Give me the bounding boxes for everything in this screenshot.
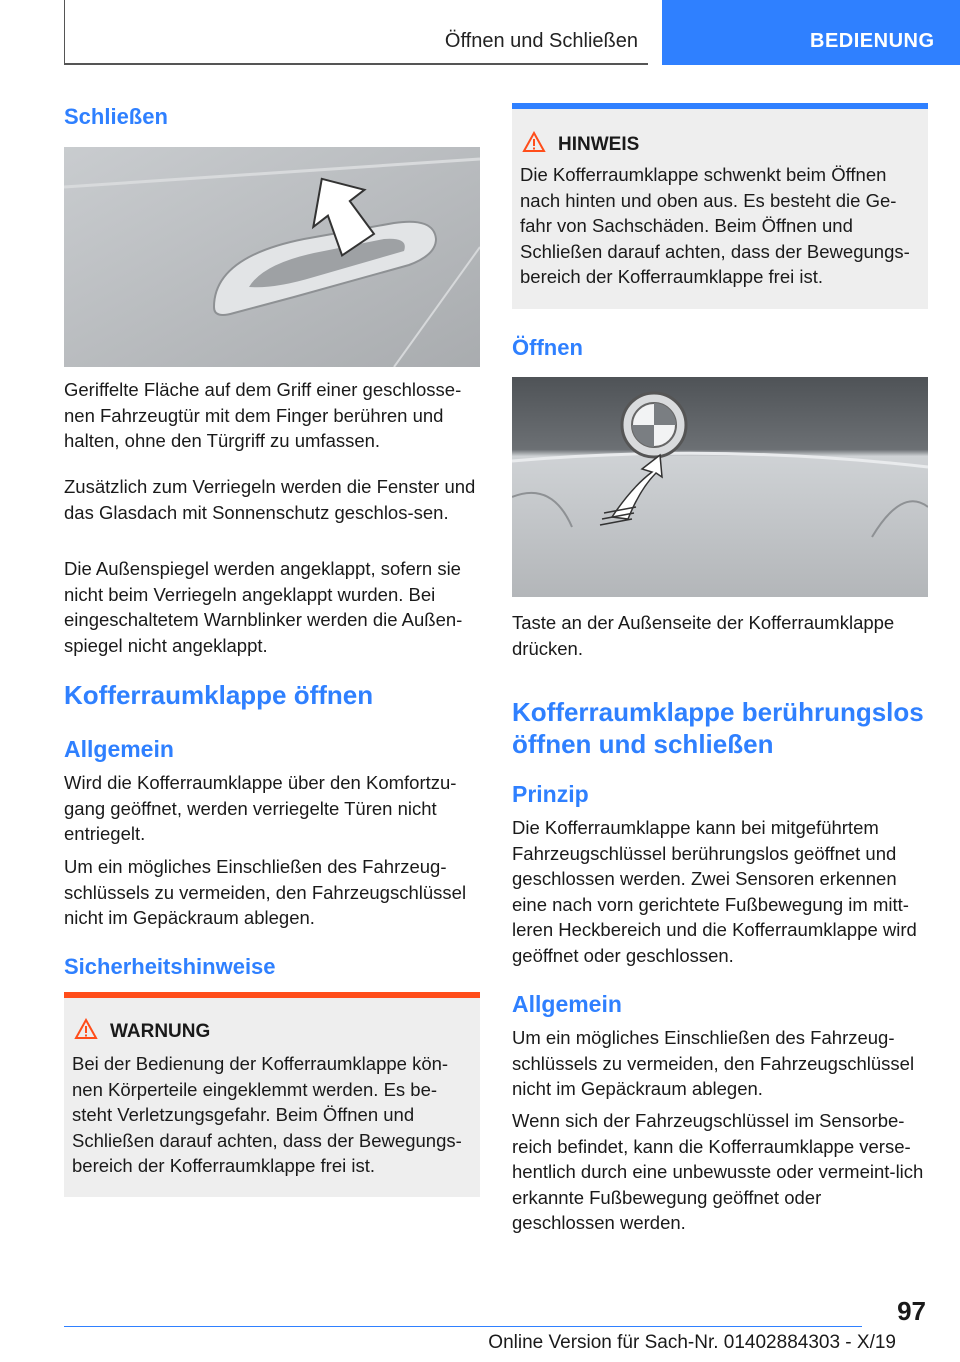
- heading-allgemein: Allgemein: [64, 736, 174, 762]
- heading-oeffnen: Öffnen: [512, 335, 583, 360]
- header-rule: [64, 63, 648, 65]
- paragraph-aussenspiegel: Die Außenspiegel werden angeklappt, sofern sie nicht beim Verriegeln angeklappt wurden. Bei eingeschaltetem Warnblinker werden die Außen-spiegel nicht angeklappt.: [64, 558, 463, 656]
- warning-bar: [64, 992, 480, 998]
- heading-beruehrungslos: Kofferraumklappe berührungslos öffnen und schließen: [512, 697, 924, 759]
- paragraph-prinzip: Die Kofferraumklappe kann bei mitgeführtem Fahrzeugschlüssel berührungslos geöffnet und geschlossen werden. Zwei Sensoren erkennen eine nach vorn gerichtete Fußbewegung im mitt-leren Heckbereich und die Kofferraumklappe wird geöffnet oder geschlossen.: [512, 817, 917, 966]
- notice-box: [512, 103, 928, 309]
- paragraph-einschliessen-2: Um ein mögliches Einschließen des Fahrzeug-schlüssels zu vermeiden, den Fahrzeugschlüssel nicht im Gepäckraum ablegen.: [512, 1027, 915, 1099]
- header-left-rule: [64, 0, 65, 64]
- figure-trunk-button: [512, 377, 928, 597]
- heading-schliessen: Schließen: [64, 104, 168, 129]
- heading-prinzip: Prinzip: [512, 781, 589, 807]
- notice-bar: [512, 103, 928, 109]
- paragraph-sensorbereich: Wenn sich der Fahrzeugschlüssel im Sensorbe-reich befindet, kann die Kofferraumklappe verse-hentlich durch eine unbewusste oder vermeint-lich erkannte Fußbewegung geöffnet oder geschlossen werden.: [512, 1110, 924, 1233]
- figure-door-handle: [64, 147, 480, 367]
- footer-rule: [64, 1326, 862, 1327]
- header-section-tab: BEDIENUNG: [662, 0, 960, 65]
- warning-title: WARNUNG: [110, 1021, 211, 1042]
- warning-text: Bei der Bedienung der Kofferraumklappe kön-nen Körperteile eingeklemmt werden. Es be-steht Verletzungsgefahr. Beim Öffnen und Schließen darauf achten, dass der Bewegungs-bereich der Kofferraumklappe frei ist.: [72, 1053, 462, 1176]
- paragraph-komfortzugang: Wird die Kofferraumklappe über den Komfortzu-gang geöffnet, werden verriegelte Türen nicht entriegelt.: [64, 772, 457, 844]
- heading-allgemein-2: Allgemein: [512, 991, 622, 1017]
- paragraph-einschliessen: Um ein mögliches Einschließen des Fahrzeug-schlüssels zu vermeiden, den Fahrzeugschlüssel nicht im Gepäckraum ablegen.: [64, 856, 467, 928]
- warning-icon: [74, 1018, 98, 1040]
- heading-sicherheitshinweise: Sicherheitshinweise: [64, 954, 276, 979]
- paragraph-fenster: Zusätzlich zum Verriegeln werden die Fenster und das Glasdach mit Sonnenschutz geschlos-sen.: [64, 476, 476, 523]
- footer-online-version: Online Version für Sach-Nr. 01402884303 - X/19: [488, 1332, 896, 1353]
- page-number: 97: [897, 1296, 926, 1326]
- notice-title: HINWEIS: [558, 134, 640, 155]
- paragraph-griff: Geriffelte Fläche auf dem Griff einer geschlosse-nen Fahrzeugtür mit dem Finger berühren und halten, ohne den Türgriff zu umfassen.: [64, 379, 462, 451]
- paragraph-taste: Taste an der Außenseite der Kofferraumklappe drücken.: [512, 612, 895, 659]
- notice-icon: [522, 131, 546, 153]
- notice-text: Die Kofferraumklappe schwenkt beim Öffnen nach hinten und oben aus. Es besteht die Ge-fahr von Sachschäden. Beim Öffnen und Schließen darauf achten, dass der Bewegungs-bereich der Kofferraumklappe frei ist.: [520, 164, 910, 287]
- warning-box: [64, 992, 480, 1197]
- heading-kofferraumklappe-oeffnen: Kofferraumklappe öffnen: [64, 680, 374, 710]
- header-chapter-title: Öffnen und Schließen: [444, 30, 638, 52]
